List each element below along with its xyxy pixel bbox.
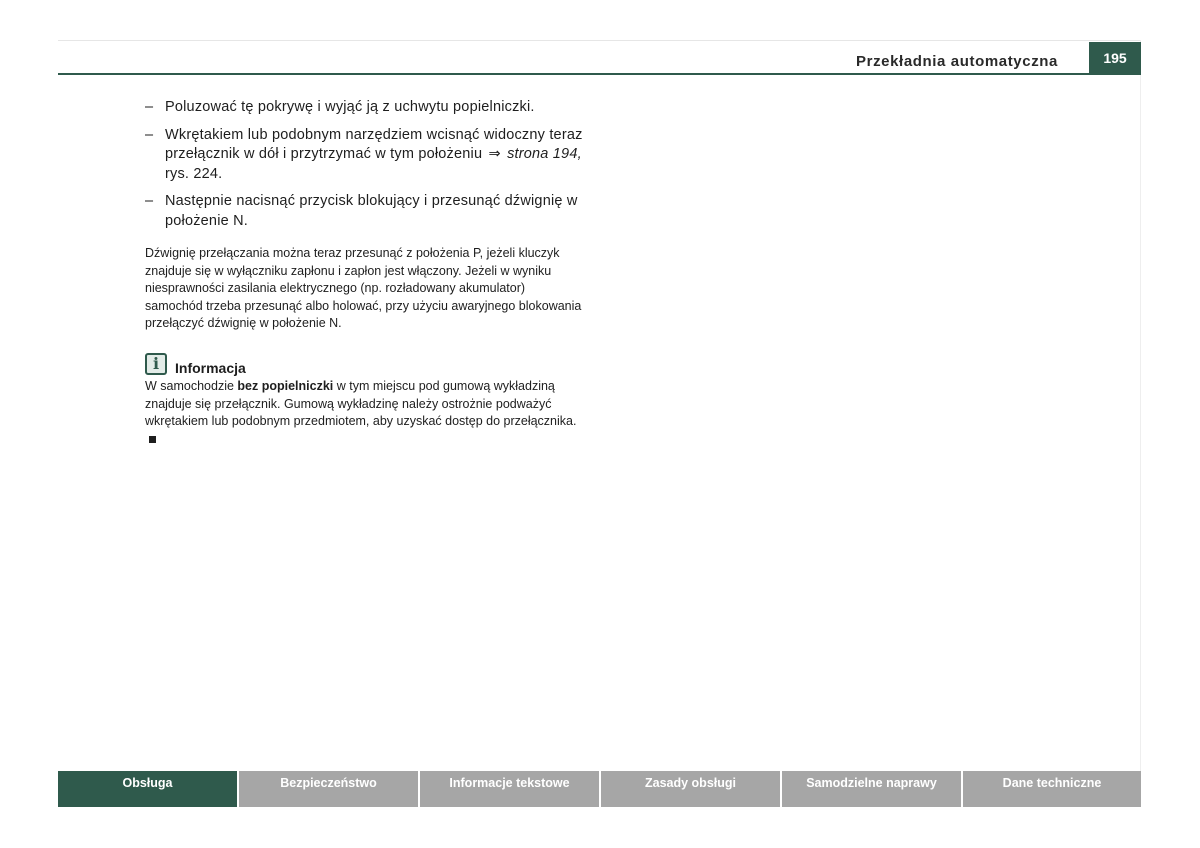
- page-number: 195: [1089, 42, 1141, 73]
- step-item: [145, 98, 590, 118]
- step-dash: –: [145, 193, 154, 209]
- info-title: Informacja: [175, 359, 246, 376]
- nav-tab-samodzielne-naprawy[interactable]: Samodzielne naprawy: [780, 771, 961, 807]
- right-border-line: [1140, 40, 1141, 800]
- info-text-start: W samochodzie: [145, 378, 238, 393]
- info-body: [145, 378, 585, 448]
- info-icon: i: [145, 353, 167, 375]
- step-dash: –: [145, 99, 154, 115]
- nav-tab-zasady-obslugi[interactable]: Zasady obsługi: [599, 771, 780, 807]
- section-title: Przekładnia automatyczna: [856, 53, 1058, 70]
- step-text: Wkrętakiem lub podobnym narzędziem wcisnąć widoczny teraz przełącznik w dół i przytrzymać w tym położeniu: [165, 126, 583, 162]
- info-header: [145, 353, 590, 375]
- nav-tab-dane-techniczne[interactable]: Dane techniczne: [961, 771, 1141, 807]
- info-text-bold: bez popielniczki: [237, 378, 334, 393]
- top-border-line: [58, 40, 1141, 41]
- step-item: [145, 126, 590, 185]
- nav-tab-informacje-tekstowe[interactable]: Informacje tekstowe: [418, 771, 599, 807]
- step-text: Poluzować tę pokrywę i wyjąć ją z uchwytu popielniczki.: [165, 99, 535, 115]
- info-text-end: w tym miejscu pod gumową wykładziną znajduje się przełącznik. Gumową wykładzinę należy ostrożnie podważyć wkrętakiem lub podobnym przedmiotem, aby uzyskać dostęp do przełącznika.: [145, 378, 577, 429]
- end-of-section-icon: [149, 436, 156, 443]
- step-text: Następnie nacisnąć przycisk blokujący i przesunąć dźwignię w położenie N.: [165, 193, 578, 229]
- nav-tab-bezpieczenstwo[interactable]: Bezpieczeństwo: [237, 771, 418, 807]
- bottom-navigation: [58, 771, 1141, 807]
- nav-tab-obsluga[interactable]: Obsługa: [58, 771, 237, 807]
- header-rule: [58, 73, 1141, 75]
- step-item: [145, 192, 590, 231]
- body-paragraph: Dźwignię przełączania można teraz przesunąć z położenia P, jeżeli kluczyk znajduje się w wyłączniku zapłonu i zapłon jest włączony. Jeżeli w wyniku niesprawności zasilania elektrycznego (np. rozładowany akumulator) samochód trzeba przesunąć albo holować, przy użyciu awaryjnego blokowania przełączyć dźwignię w położenie N.: [145, 246, 582, 331]
- step-text-with-reference: [165, 126, 590, 185]
- figure-reference: rys. 224.: [165, 165, 223, 182]
- main-content: [145, 98, 590, 448]
- page-reference-link[interactable]: strona 194,: [507, 146, 582, 162]
- reference-arrow: ⇒: [488, 146, 501, 162]
- step-dash: –: [145, 126, 154, 143]
